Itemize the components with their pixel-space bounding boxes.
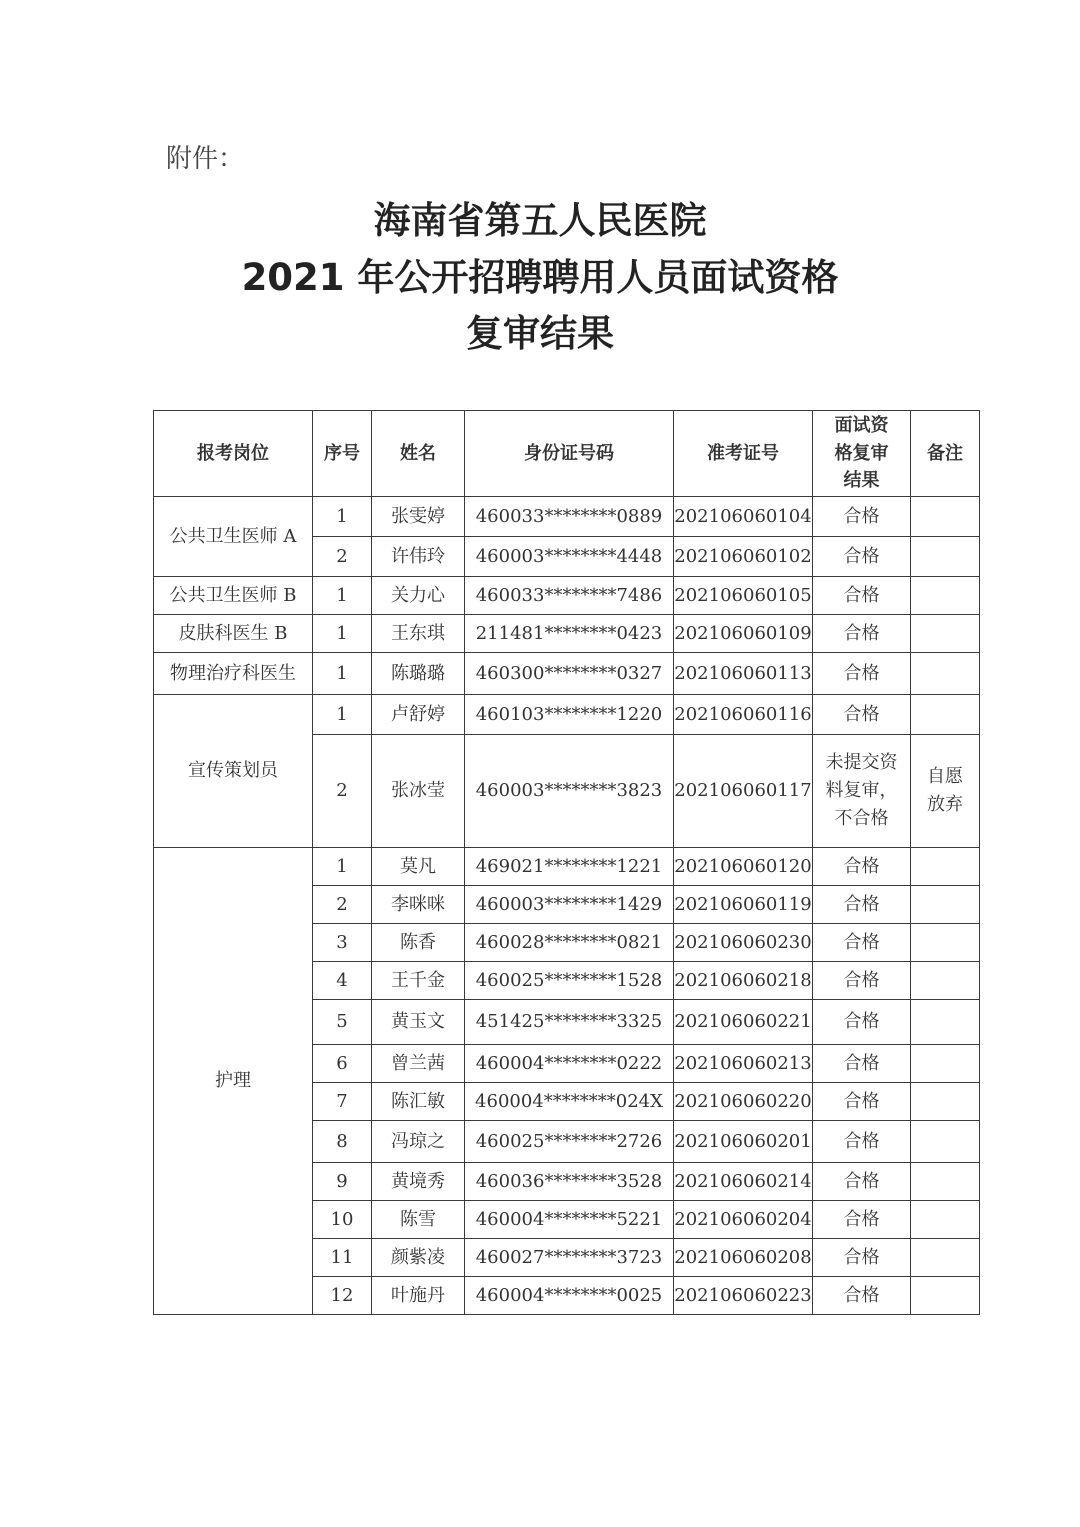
id-cell: 460036********3528 [465, 1163, 674, 1201]
header-result-text: 面试资格复审结果 [834, 414, 889, 492]
no-cell: 11 [313, 1239, 372, 1277]
result-cell: 合格 [813, 962, 911, 1000]
id-cell: 460004********0222 [465, 1045, 674, 1083]
no-cell: 1 [313, 577, 372, 615]
result-cell: 合格 [813, 577, 911, 615]
note-cell [911, 653, 980, 695]
name-cell: 陈雪 [372, 1201, 465, 1239]
table-row [154, 497, 980, 537]
no-cell: 1 [313, 653, 372, 695]
name-cell: 曾兰茜 [372, 1045, 465, 1083]
result-cell: 合格 [813, 924, 911, 962]
id-cell: 460004********0025 [465, 1277, 674, 1315]
result-cell: 合格 [813, 1045, 911, 1083]
note-cell-text: 自愿放弃 [927, 766, 963, 815]
no-cell: 1 [313, 615, 372, 653]
name-cell: 黄玉文 [372, 1000, 465, 1045]
name-cell: 王东琪 [372, 615, 465, 653]
note-cell [911, 577, 980, 615]
position-cell: 物理治疗科医生 [154, 653, 313, 695]
result-cell: 合格 [813, 537, 911, 577]
note-cell [911, 848, 980, 886]
table-row [154, 848, 980, 886]
name-cell: 陈香 [372, 924, 465, 962]
exam-cell: 202106060201 [674, 1121, 813, 1163]
table-row [154, 615, 980, 653]
id-cell: 460004********024X [465, 1083, 674, 1121]
no-cell: 10 [313, 1201, 372, 1239]
id-cell: 460300********0327 [465, 653, 674, 695]
exam-cell: 202106060117 [674, 735, 813, 848]
position-cell: 皮肤科医生 B [154, 615, 313, 653]
note-cell [911, 1201, 980, 1239]
table-row [154, 577, 980, 615]
exam-cell: 202106060109 [674, 615, 813, 653]
exam-cell: 202106060218 [674, 962, 813, 1000]
note-cell [911, 1163, 980, 1201]
note-cell [911, 615, 980, 653]
note-cell [911, 1239, 980, 1277]
id-cell: 460025********1528 [465, 962, 674, 1000]
name-cell: 叶施丹 [372, 1277, 465, 1315]
result-cell: 合格 [813, 1277, 911, 1315]
header-no: 序号 [313, 411, 372, 497]
exam-cell: 202106060221 [674, 1000, 813, 1045]
exam-cell: 202106060113 [674, 653, 813, 695]
name-cell: 关力心 [372, 577, 465, 615]
no-cell: 9 [313, 1163, 372, 1201]
result-cell [813, 735, 911, 848]
no-cell: 8 [313, 1121, 372, 1163]
result-cell: 合格 [813, 1239, 911, 1277]
header-row [154, 411, 980, 497]
name-cell: 张冰莹 [372, 735, 465, 848]
header-id: 身份证号码 [465, 411, 674, 497]
id-cell: 460004********5221 [465, 1201, 674, 1239]
header-position: 报考岗位 [154, 411, 313, 497]
note-cell [911, 497, 980, 537]
position-cell: 公共卫生医师 A [154, 497, 313, 577]
no-cell: 2 [313, 735, 372, 848]
name-cell: 陈璐璐 [372, 653, 465, 695]
no-cell: 4 [313, 962, 372, 1000]
exam-cell: 202106060102 [674, 537, 813, 577]
header-exam-no: 准考证号 [674, 411, 813, 497]
no-cell: 5 [313, 1000, 372, 1045]
name-cell: 莫凡 [372, 848, 465, 886]
result-cell: 合格 [813, 886, 911, 924]
page-title-line-2: 2021 年公开招聘聘用人员面试资格 [241, 256, 839, 299]
table-row [154, 653, 980, 695]
result-cell: 合格 [813, 848, 911, 886]
exam-cell: 202106060208 [674, 1239, 813, 1277]
id-cell: 460003********4448 [465, 537, 674, 577]
id-cell: 460025********2726 [465, 1121, 674, 1163]
name-cell: 李咪咪 [372, 886, 465, 924]
name-cell: 冯琼之 [372, 1121, 465, 1163]
no-cell: 6 [313, 1045, 372, 1083]
result-cell: 合格 [813, 695, 911, 735]
exam-cell: 202106060119 [674, 886, 813, 924]
no-cell: 2 [313, 537, 372, 577]
result-cell-text: 未提交资料复审，不合格 [825, 752, 898, 829]
exam-cell: 202106060104 [674, 497, 813, 537]
exam-cell: 202106060213 [674, 1045, 813, 1083]
no-cell: 12 [313, 1277, 372, 1315]
id-cell: 460027********3723 [465, 1239, 674, 1277]
no-cell: 1 [313, 695, 372, 735]
table-row [154, 695, 980, 735]
no-cell: 1 [313, 497, 372, 537]
header-note: 备注 [911, 411, 980, 497]
id-cell: 460028********0821 [465, 924, 674, 962]
name-cell: 卢舒婷 [372, 695, 465, 735]
id-cell: 469021********1221 [465, 848, 674, 886]
note-cell [911, 735, 980, 848]
exam-cell: 202106060116 [674, 695, 813, 735]
note-cell [911, 537, 980, 577]
id-cell: 460033********0889 [465, 497, 674, 537]
result-cell: 合格 [813, 497, 911, 537]
note-cell [911, 695, 980, 735]
name-cell: 张雯婷 [372, 497, 465, 537]
result-cell: 合格 [813, 1163, 911, 1201]
result-cell: 合格 [813, 1000, 911, 1045]
exam-cell: 202106060105 [674, 577, 813, 615]
no-cell: 7 [313, 1083, 372, 1121]
name-cell: 陈汇敏 [372, 1083, 465, 1121]
note-cell [911, 1277, 980, 1315]
result-cell: 合格 [813, 1083, 911, 1121]
name-cell: 许伟玲 [372, 537, 465, 577]
note-cell [911, 962, 980, 1000]
result-cell: 合格 [813, 1201, 911, 1239]
note-cell [911, 1121, 980, 1163]
id-cell: 460003********3823 [465, 735, 674, 848]
page-title-line-1: 海南省第五人民医院 [373, 199, 707, 242]
id-cell: 460033********7486 [465, 577, 674, 615]
results-table [153, 410, 980, 1315]
id-cell: 460103********1220 [465, 695, 674, 735]
attachment-label: 附件： [166, 144, 245, 174]
position-cell: 公共卫生医师 B [154, 577, 313, 615]
no-cell: 2 [313, 886, 372, 924]
note-cell [911, 1000, 980, 1045]
header-name: 姓名 [372, 411, 465, 497]
id-cell: 451425********3325 [465, 1000, 674, 1045]
note-cell [911, 924, 980, 962]
exam-cell: 202106060214 [674, 1163, 813, 1201]
id-cell: 211481********0423 [465, 615, 674, 653]
note-cell [911, 1045, 980, 1083]
result-cell: 合格 [813, 653, 911, 695]
exam-cell: 202106060120 [674, 848, 813, 886]
name-cell: 黄境秀 [372, 1163, 465, 1201]
note-cell [911, 1083, 980, 1121]
exam-cell: 202106060223 [674, 1277, 813, 1315]
name-cell: 颜紫凌 [372, 1239, 465, 1277]
page-title-line-3: 复审结果 [466, 312, 614, 355]
position-cell: 护理 [154, 848, 313, 1315]
no-cell: 3 [313, 924, 372, 962]
header-result [813, 411, 911, 497]
position-cell: 宣传策划员 [154, 695, 313, 848]
no-cell: 1 [313, 848, 372, 886]
exam-cell: 202106060204 [674, 1201, 813, 1239]
id-cell: 460003********1429 [465, 886, 674, 924]
exam-cell: 202106060220 [674, 1083, 813, 1121]
name-cell: 王千金 [372, 962, 465, 1000]
note-cell [911, 886, 980, 924]
exam-cell: 202106060230 [674, 924, 813, 962]
result-cell: 合格 [813, 615, 911, 653]
result-cell: 合格 [813, 1121, 911, 1163]
